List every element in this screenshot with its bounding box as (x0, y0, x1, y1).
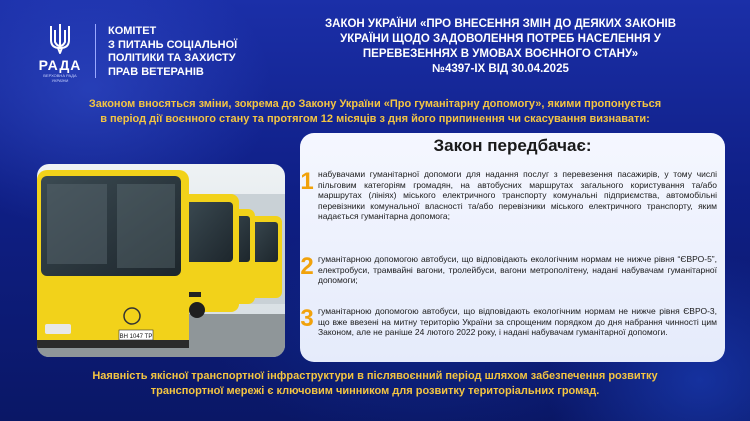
logo-subtitle: ВЕРХОВНА РАДА УКРАЇНИ (43, 73, 77, 83)
provisions-panel (300, 133, 725, 362)
law-title-line: ЗАКОН УКРАЇНИ «ПРО ВНЕСЕННЯ ЗМІН ДО ДЕЯКИХ ЗАКОНІВ (324, 18, 677, 30)
item-number: 2 (300, 253, 314, 280)
rada-logo (36, 22, 84, 94)
item-text: гуманітарною допомогою автобуси, що відповідають екологічним нормам не нижче рівня “ЄВРО-5”, електробуси, трамвайні вагони, тролейбуси, вагони метрополітену, надані набувачам гуманітарної допомоги; (318, 254, 717, 286)
footer-text (20, 369, 730, 399)
footer-line: Наявність якісної транспортної інфраструктури в післявоєнний період шляхом забезпечення розвитку (92, 370, 658, 382)
intro-line: в період дії воєнного стану та протягом 12 місяців з дня його припинення чи скасування визнавати: (100, 113, 650, 125)
trident-icon (47, 22, 73, 54)
law-title (268, 17, 733, 77)
item-text: набувачами гуманітарної допомоги для надання послуг з перевезення пасажирів, у тому числі пільговим категоріям громадян, на автобусних маршрутах загального користування та/або маршрутах (лініях) міського електричного транспорту комунальні підприємства, автомобільні перевізники комунальної власності та/або перевізники міського електричного транспорту, яким надається гуманітарна допомога; (318, 169, 717, 222)
committee-line: ПОЛІТИКИ ТА ЗАХИСТУ (108, 52, 236, 64)
intro-text (20, 97, 730, 127)
item-text: гуманітарною допомогою автобуси, що відповідають екологічним нормам не нижче рівня ЄВРО-3, що вже ввезені на митну територію України за спрощеним порядком до дня набрання чинності цим Законом, але не раніше 24 лютого 2022 року, і надані набувачам гуманітарної допомоги. (318, 306, 717, 338)
intro-line: Законом вносяться зміни, зокрема до Закону України «Про гуманітарну допомогу», якими пропонується (88, 98, 662, 110)
item-number: 3 (300, 305, 314, 332)
panel-title: Закон передбачає: (433, 136, 592, 155)
header (0, 0, 750, 95)
bus-front (37, 170, 189, 348)
law-title-line: ПЕРЕВЕЗЕННЯХ В УМОВАХ ВОЄННОГО СТАНУ» (362, 48, 639, 60)
committee-line: З ПИТАНЬ СОЦІАЛЬНОЇ (108, 38, 238, 51)
law-title-line: УКРАЇНИ ЩОДО ЗАДОВОЛЕННЯ ПОТРЕБ НАСЕЛЕННЯ У (340, 33, 661, 45)
header-divider (95, 24, 96, 78)
bus-photo (37, 164, 285, 357)
logo-wordmark: РАДА (38, 57, 82, 73)
committee-name (108, 25, 237, 79)
committee-line: КОМІТЕТ (108, 25, 157, 37)
item-number: 1 (300, 168, 314, 195)
law-number: №4397-IX ВІД 30.04.2025 (432, 63, 569, 75)
license-plate: ВН 1047 ТР (119, 334, 153, 340)
footer-line: транспортної мережі є ключовим чинником для розвитку територіальних громад. (150, 385, 600, 397)
bus-illustration (37, 164, 285, 357)
committee-line: ПРАВ ВЕТЕРАНІВ (108, 65, 204, 78)
